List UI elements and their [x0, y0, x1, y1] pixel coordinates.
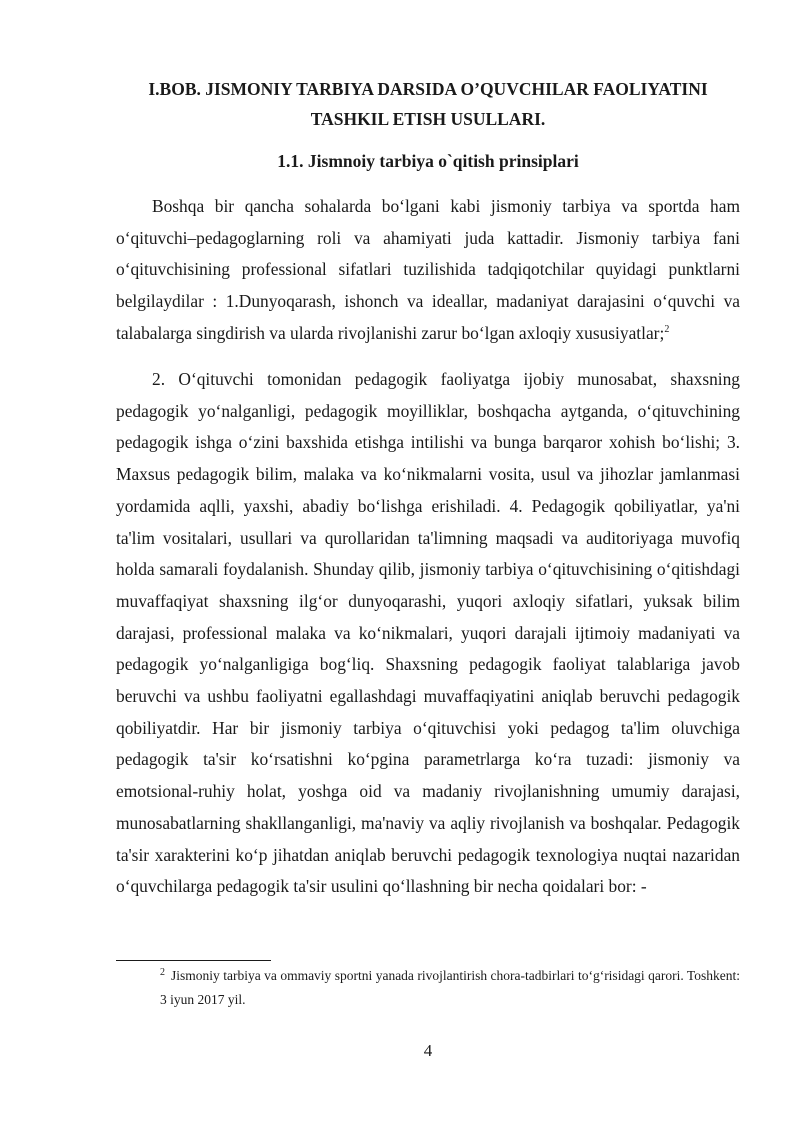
page-number: 4 — [423, 1041, 433, 1060]
footnote-mark: 2 — [160, 966, 165, 978]
section-title: 1.1. Jismnoiy tarbiya o`qitish prinsiplari — [277, 151, 579, 171]
chapter-title-line-2: TASHKIL ETISH USULLARI. — [310, 109, 546, 129]
footnote-text: Jismoniy tarbiya va ommaviy sportni yanada rivojlantirish chora-tadbirlari toʻgʻrisidagi qarori. Toshkent: 3 iyun 2017 yil. — [160, 968, 740, 1007]
body-paragraph-2: 2. Oʻqituvchi tomonidan pedagogik faoliyatga ijobiy munosabat, shaxsning pedagogik yoʻnalganligi, pedagogik moyilliklar, boshqacha aytganda, oʻqituvchining pedagogik ishga oʻzini baxshida etishga intilishi va bunga barqaror xohish boʻlishi; 3. Maxsus pedagogik bilim, malaka va koʻnikmalarni vosita, usul va jihozlar jamlanmasi yordamida aqlli, yaxshi, abadiy boʻlishga erishiladi. 4. Pedagogik qobiliyatlar, ya'ni ta'lim vositalari, usullari va qurollaridan ta'limning maqsadi va auditoriyaga muvofiq holda samarali foydalanish. Shunday qilib, jismoniy tarbiya oʻqituvchisining oʻqitishdagi muvaffaqiyat shaxsning ilgʻor dunyoqarashi, yuqori axloqiy sifatlari, yuksak bilim darajasi, professional malaka va koʻnikmalari, yuqori darajali ijtimoiy madaniyati va pedagogik yoʻnalganligiga bogʻliq. Shaxsning pedagogik faoliyat talablariga javob beruvchi va ushbu faoliyatni egallashdagi muvaffaqiyatini aniqlab beruvchi pedagogik qobiliyatdir. Har bir jismoniy tarbiya oʻqituvchisi yoki pedagog ta'lim oluvchiga pedagogik ta'sir koʻrsatishni koʻpgina parametrlarga koʻra tuzadi: jismoniy va emotsional-ruhiy holat, yoshga oid va madaniy rivojlanishning umumiy darajasi, munosabatlarning shakllanganligi, ma'naviy va aqliy rivojlanish va boshqalar. Pedagogik ta'sir xarakterini koʻp jihatdan aniqlab beruvchi pedagogik texnologiya nuqtai nazaridan oʻquvchilarga pedagogik ta'sir usulini qoʻllashning bir necha qoidalari bor: - — [116, 369, 740, 897]
footnote-separator — [116, 960, 271, 961]
footnote — [160, 964, 740, 1012]
footnote-reference[interactable]: 2 — [664, 324, 670, 336]
paragraph-1-text: Boshqa bir qancha sohalarda boʻlgani kabi jismoniy tarbiya va sportda ham oʻqituvchi–pedagoglarning roli va ahamiyati juda kattadir. Jismoniy tarbiya fani oʻqituvchisining professional sifatlari tuzilishida tadqiqotchilar quyidagi punktlarni belgilaydilar : 1.Dunyoqarash, ishonch va ideallar, madaniyat darajasini oʻquvchi va talabalarga singdirish va ularda rivojlanishi zarur boʻlgan axloqiy xususiyatlar; — [116, 196, 740, 343]
body-paragraph-1 — [116, 191, 740, 350]
chapter-title-line-1: I.BOB. JISMONIY TARBIYA DARSIDA O’QUVCHILAR FAOLIYATINI — [148, 79, 708, 99]
chapter-title — [116, 74, 740, 134]
